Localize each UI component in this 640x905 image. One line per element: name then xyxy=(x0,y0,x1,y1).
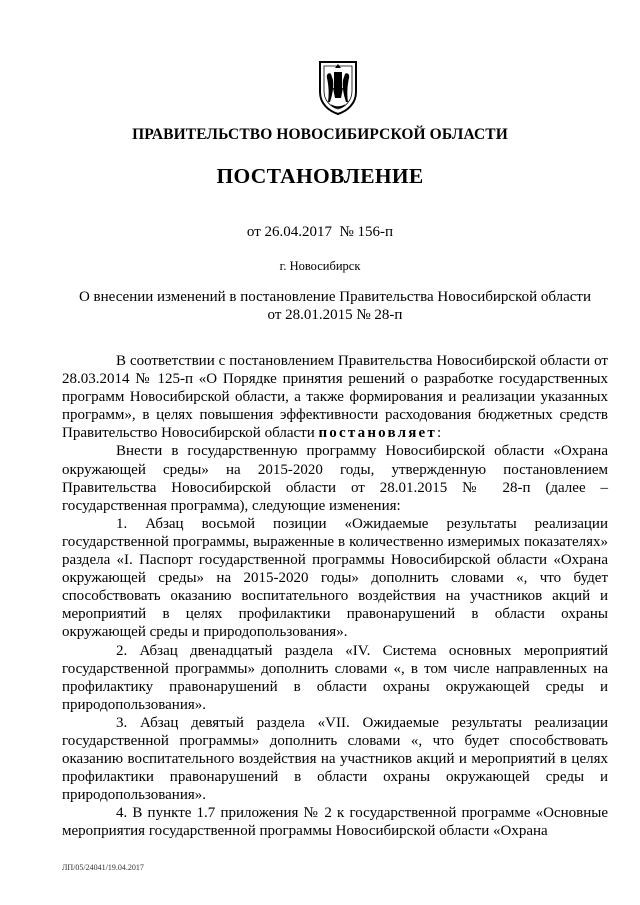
coat-of-arms-icon xyxy=(317,58,359,116)
document-body xyxy=(62,352,608,841)
city: г. Новосибирск xyxy=(279,259,361,273)
paragraph-item-3: 3. Абзац девятый раздела «VII. Ожидаемые результаты реализации государственной программы» дополнить словами «, что будет способствовать оказанию воспитательного воздействия на участников акций и мероприятий в целях профилактики правонарушений в области охраны окружающей среды и природопользования». xyxy=(62,714,608,804)
paragraph-amend: Внести в государственную программу Новосибирской области «Охрана окружающей среды» на 2015-2020 годы, утвержденную постановлением Правительства Новосибирской области от 28.01.2015 № 28-п (далее – государственная программа), следующие изменения: xyxy=(62,443,608,514)
paragraph-item-4: 4. В пункте 1.7 приложения № 2 к государственной программе «Основные мероприятия государственной программы Новосибирской области «Охрана xyxy=(62,805,608,840)
document-subject xyxy=(60,288,610,324)
subject-line-2: от 28.01.2015 № 28-п xyxy=(267,307,403,323)
date-and-number: от 26.04.2017 № 156-п xyxy=(246,224,394,240)
resolves-word: постановляет xyxy=(318,425,437,442)
subject-line-1: О внесении изменений в постановление Правительства Новосибирской области xyxy=(78,289,592,305)
document-title: ПОСТАНОВЛЕНИЕ xyxy=(216,164,424,188)
paragraph-item-1: 1. Абзац восьмой позиции «Ожидаемые результаты реализации государственной программы, выраженные в количественно измеримых показателях» раздела «I. Паспорт государственной программы Новосибирской области «Охрана окружающей среды» на 2015-2020 годы» дополнить словами «, что будет способствовать оказанию воспитательного воздействия на участников акций и мероприятий в целях профилактики правонарушений в области охраны окружающей среды и природопользования». xyxy=(62,515,608,641)
paragraph-item-2: 2. Абзац двенадцатый раздела «IV. Система основных мероприятий государственной программы» дополнить словами «, в том числе направленных на профилактику правонарушений в области охраны окружающей среды и природопользования». xyxy=(62,642,608,713)
government-name: ПРАВИТЕЛЬСТВО НОВОСИБИРСКОЙ ОБЛАСТИ xyxy=(132,126,508,143)
paragraph-preamble: В соответствии с постановлением Правительства Новосибирской области от 28.03.2014 № 125-п «О Порядке принятия решений о разработке государственных программ Новосибирской области, а также формирования и реализации указанных программ», в целях повышения эффективности расходования бюджетных средств Правительство Новосибирской области постановляет: xyxy=(62,353,608,442)
document-footer-code: ЛП/05/24041/19.04.2017 xyxy=(62,863,144,872)
